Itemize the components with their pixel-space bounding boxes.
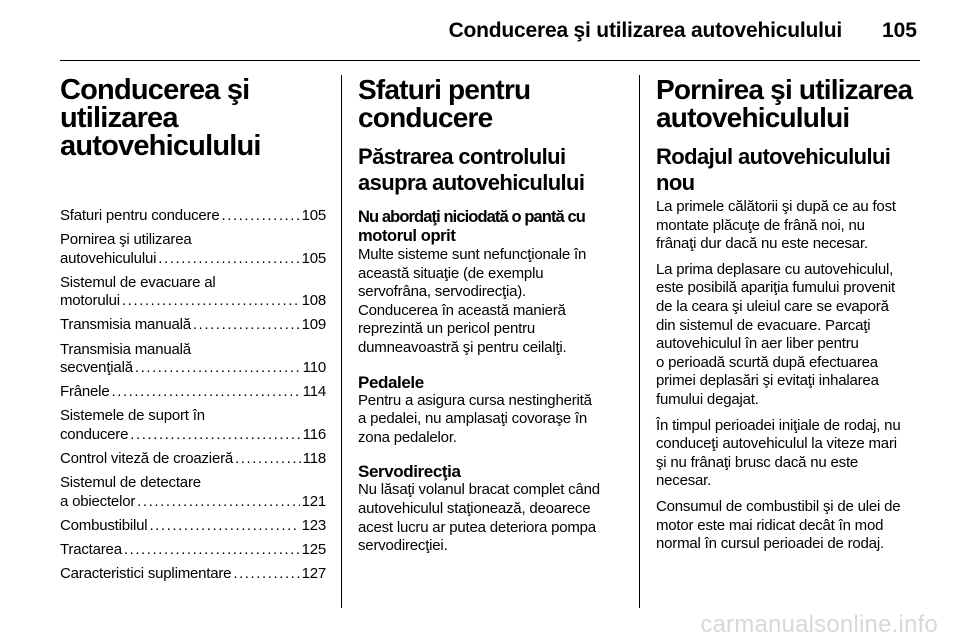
toc-item[interactable] xyxy=(60,450,326,469)
section-title-line: autovehiculului xyxy=(656,102,850,133)
toc-entry-line xyxy=(60,541,326,560)
toc-item-label: Sfaturi pentru conducere xyxy=(60,207,220,224)
chapter-title-line: utilizarea xyxy=(60,102,178,134)
toc-leader-dots xyxy=(158,250,299,269)
toc-leader-dots xyxy=(124,541,300,560)
warning-heading-line: Nu abordaţi niciodată o pantă cu xyxy=(358,208,585,226)
section-title xyxy=(656,76,924,132)
toc-leader-dots xyxy=(137,493,299,512)
toc-entry-line xyxy=(60,250,326,269)
text-line: reprezintă un pericol pentru xyxy=(358,320,536,338)
toc-leader-dots xyxy=(221,207,299,226)
chapter-title-line: Conducerea şi xyxy=(60,74,250,106)
toc-item[interactable] xyxy=(60,474,326,511)
toc-entry-line xyxy=(60,359,326,378)
toc-page-number: 121 xyxy=(301,492,326,510)
header-rule xyxy=(60,60,920,61)
power-steering-text xyxy=(358,481,624,555)
pedals-text xyxy=(358,392,624,448)
section-title xyxy=(358,76,624,132)
toc-item-label: Transmisia manuală xyxy=(60,340,191,358)
column-divider-1 xyxy=(341,75,342,608)
text-line: dumneavoastră şi pentru ceilalţi. xyxy=(358,338,567,356)
toc-leader-dots xyxy=(122,292,300,311)
toc-item-label: Control viteză de croazieră xyxy=(60,450,234,468)
toc-item[interactable] xyxy=(60,407,326,444)
subsection-title-line: Păstrarea controlului xyxy=(358,144,566,169)
toc-item[interactable] xyxy=(60,517,326,536)
text-line: a pedalei, nu amplasaţi covoraşe în xyxy=(358,410,587,428)
break-in-text xyxy=(656,198,924,554)
text-line: Pentru a asigura cursa nestingherită xyxy=(358,391,592,409)
column-3 xyxy=(656,76,924,561)
toc-leader-dots xyxy=(135,359,301,378)
toc-item-label: secvenţială xyxy=(60,359,133,377)
running-header-title: Conducerea şi utilizarea autovehiculului xyxy=(448,19,842,42)
text-line: servofrâna, servodirecţia). xyxy=(358,283,527,301)
power-steering-heading: Servodirecţia xyxy=(358,462,461,482)
toc-item[interactable] xyxy=(60,341,326,378)
toc-item-label: Caracteristici suplimentare xyxy=(60,565,232,582)
toc-leader-dots xyxy=(111,383,300,402)
toc-leader-dots xyxy=(235,450,301,469)
toc-item[interactable] xyxy=(60,541,326,560)
toc-leader-dots xyxy=(233,565,299,584)
toc-item-label: autovehiculului xyxy=(60,249,157,267)
page-number: 105 xyxy=(881,19,917,42)
toc-entry-line xyxy=(60,450,326,469)
toc-item[interactable] xyxy=(60,383,326,402)
text-line: servodirecţiei. xyxy=(358,537,448,555)
text-line: de la ceara şi uleiul care se evaporă xyxy=(656,297,889,315)
toc-page-number: 127 xyxy=(301,565,326,582)
toc-entry-line xyxy=(60,383,326,402)
text-line: Consumul de combustibil şi de ulei de xyxy=(656,497,901,515)
toc-item-label: Tractarea xyxy=(60,540,122,558)
toc-item[interactable] xyxy=(60,207,326,226)
toc-entry-line xyxy=(60,207,326,226)
toc-entry-line xyxy=(60,565,326,584)
toc-item-label: Pornirea şi utilizarea xyxy=(60,231,192,249)
text-line: şi nu frânaţi brusc dacă nu este xyxy=(656,453,859,471)
toc-item-label: Transmisia manuală xyxy=(60,316,191,334)
column-1 xyxy=(60,76,326,589)
text-line: o perioadă scurtă după efectuarea xyxy=(656,353,878,371)
section-title-line: conducere xyxy=(358,102,493,133)
toc-item-label: motorului xyxy=(60,292,120,310)
toc-item-label: Sistemul de detectare xyxy=(60,474,201,492)
section-title-line: Pornirea şi utilizarea xyxy=(656,74,913,105)
toc-page-number: 114 xyxy=(302,383,326,401)
subsection-title-line: asupra autovehiculului xyxy=(358,170,585,195)
toc-page-number: 123 xyxy=(301,516,326,534)
toc-page-number: 108 xyxy=(301,292,326,310)
toc-page-number: 109 xyxy=(301,316,326,334)
toc-item-label: conducere xyxy=(60,425,129,443)
text-line: motor este mai ridicat decât în mod xyxy=(656,516,884,534)
text-line: normal în cursul perioadei de rodaj. xyxy=(656,535,884,553)
text-line: frânaţi dur dacă nu este necesar. xyxy=(656,235,868,253)
text-line: zona pedalelor. xyxy=(358,428,457,446)
text-line: necesar. xyxy=(656,472,712,490)
toc-page-number: 118 xyxy=(302,450,326,468)
text-line: din sistemul de evacuare. Parcaţi xyxy=(656,316,871,334)
text-line: montate plăcuţe de frână noi, nu xyxy=(656,216,865,234)
subsection-title xyxy=(656,144,924,196)
toc-page-number: 105 xyxy=(301,207,326,224)
subsection-title xyxy=(358,144,624,196)
text-line: La prima deplasare cu autovehiculul, xyxy=(656,260,894,278)
subsection-title-line: nou xyxy=(656,170,695,195)
toc-item-label: Sistemul de evacuare al xyxy=(60,273,216,291)
warning-heading-line: motorul oprit xyxy=(358,227,456,245)
column-2 xyxy=(358,76,624,556)
column-divider-2 xyxy=(639,75,640,608)
toc-entry-line xyxy=(60,316,326,335)
table-of-contents xyxy=(60,207,326,584)
toc-page-number: 125 xyxy=(301,540,326,558)
paragraph xyxy=(656,498,924,554)
page-header xyxy=(0,0,960,60)
warning-text xyxy=(358,246,624,358)
toc-item-label: Frânele xyxy=(60,383,110,401)
toc-page-number: 110 xyxy=(302,359,326,377)
toc-item[interactable] xyxy=(60,316,326,335)
toc-entry-line xyxy=(60,517,326,536)
pedals-heading: Pedalele xyxy=(358,372,424,392)
text-line: În timpul perioadei iniţiale de rodaj, nu xyxy=(656,416,901,434)
text-line: primei deplasări şi evitaţi inhalarea xyxy=(656,372,879,390)
toc-page-number: 116 xyxy=(302,425,326,443)
text-line: La primele călătorii şi după ce au fost xyxy=(656,198,896,215)
chapter-title xyxy=(60,76,326,160)
paragraph xyxy=(656,198,924,254)
toc-entry-line xyxy=(60,292,326,311)
toc-item-label: a obiectelor xyxy=(60,492,136,510)
text-line: este posibilă apariţia fumului provenit xyxy=(656,279,896,297)
text-line: acest lucru ar putea deteriora pompa xyxy=(358,518,596,536)
toc-entry-line xyxy=(60,426,326,445)
toc-entry-line xyxy=(60,493,326,512)
text-line: această situaţie (de exemplu xyxy=(358,264,544,282)
toc-item[interactable] xyxy=(60,231,326,268)
paragraph xyxy=(656,261,924,410)
section-title-line: Sfaturi pentru xyxy=(358,74,531,105)
toc-leader-dots xyxy=(193,316,300,335)
warning-heading xyxy=(358,208,624,246)
text-line: conduceţi autovehiculul la viteze mari xyxy=(656,435,897,453)
text-line: fumului degajat. xyxy=(656,390,759,408)
toc-item-label: Sistemele de suport în xyxy=(60,407,205,425)
text-line: Conducerea în această manieră xyxy=(358,301,566,319)
toc-page-number: 105 xyxy=(301,249,326,267)
text-line: Multe sisteme sunt nefuncţionale în xyxy=(358,246,587,263)
paragraph xyxy=(656,417,924,491)
toc-item[interactable] xyxy=(60,565,326,584)
toc-item-label: Combustibilul xyxy=(60,516,148,534)
chapter-title-line: autovehiculului xyxy=(60,130,261,162)
text-line: autovehiculul staţionează, deoarece xyxy=(358,499,591,517)
toc-item[interactable] xyxy=(60,274,326,311)
toc-leader-dots xyxy=(130,426,300,445)
watermark: carmanualsonline.info xyxy=(700,611,938,638)
toc-leader-dots xyxy=(149,517,299,536)
text-line: Nu lăsaţi volanul bracat complet când xyxy=(358,481,600,499)
text-line: autovehiculul în aer liber pentru xyxy=(656,335,859,353)
subsection-title-line: Rodajul autovehiculului xyxy=(656,144,891,169)
